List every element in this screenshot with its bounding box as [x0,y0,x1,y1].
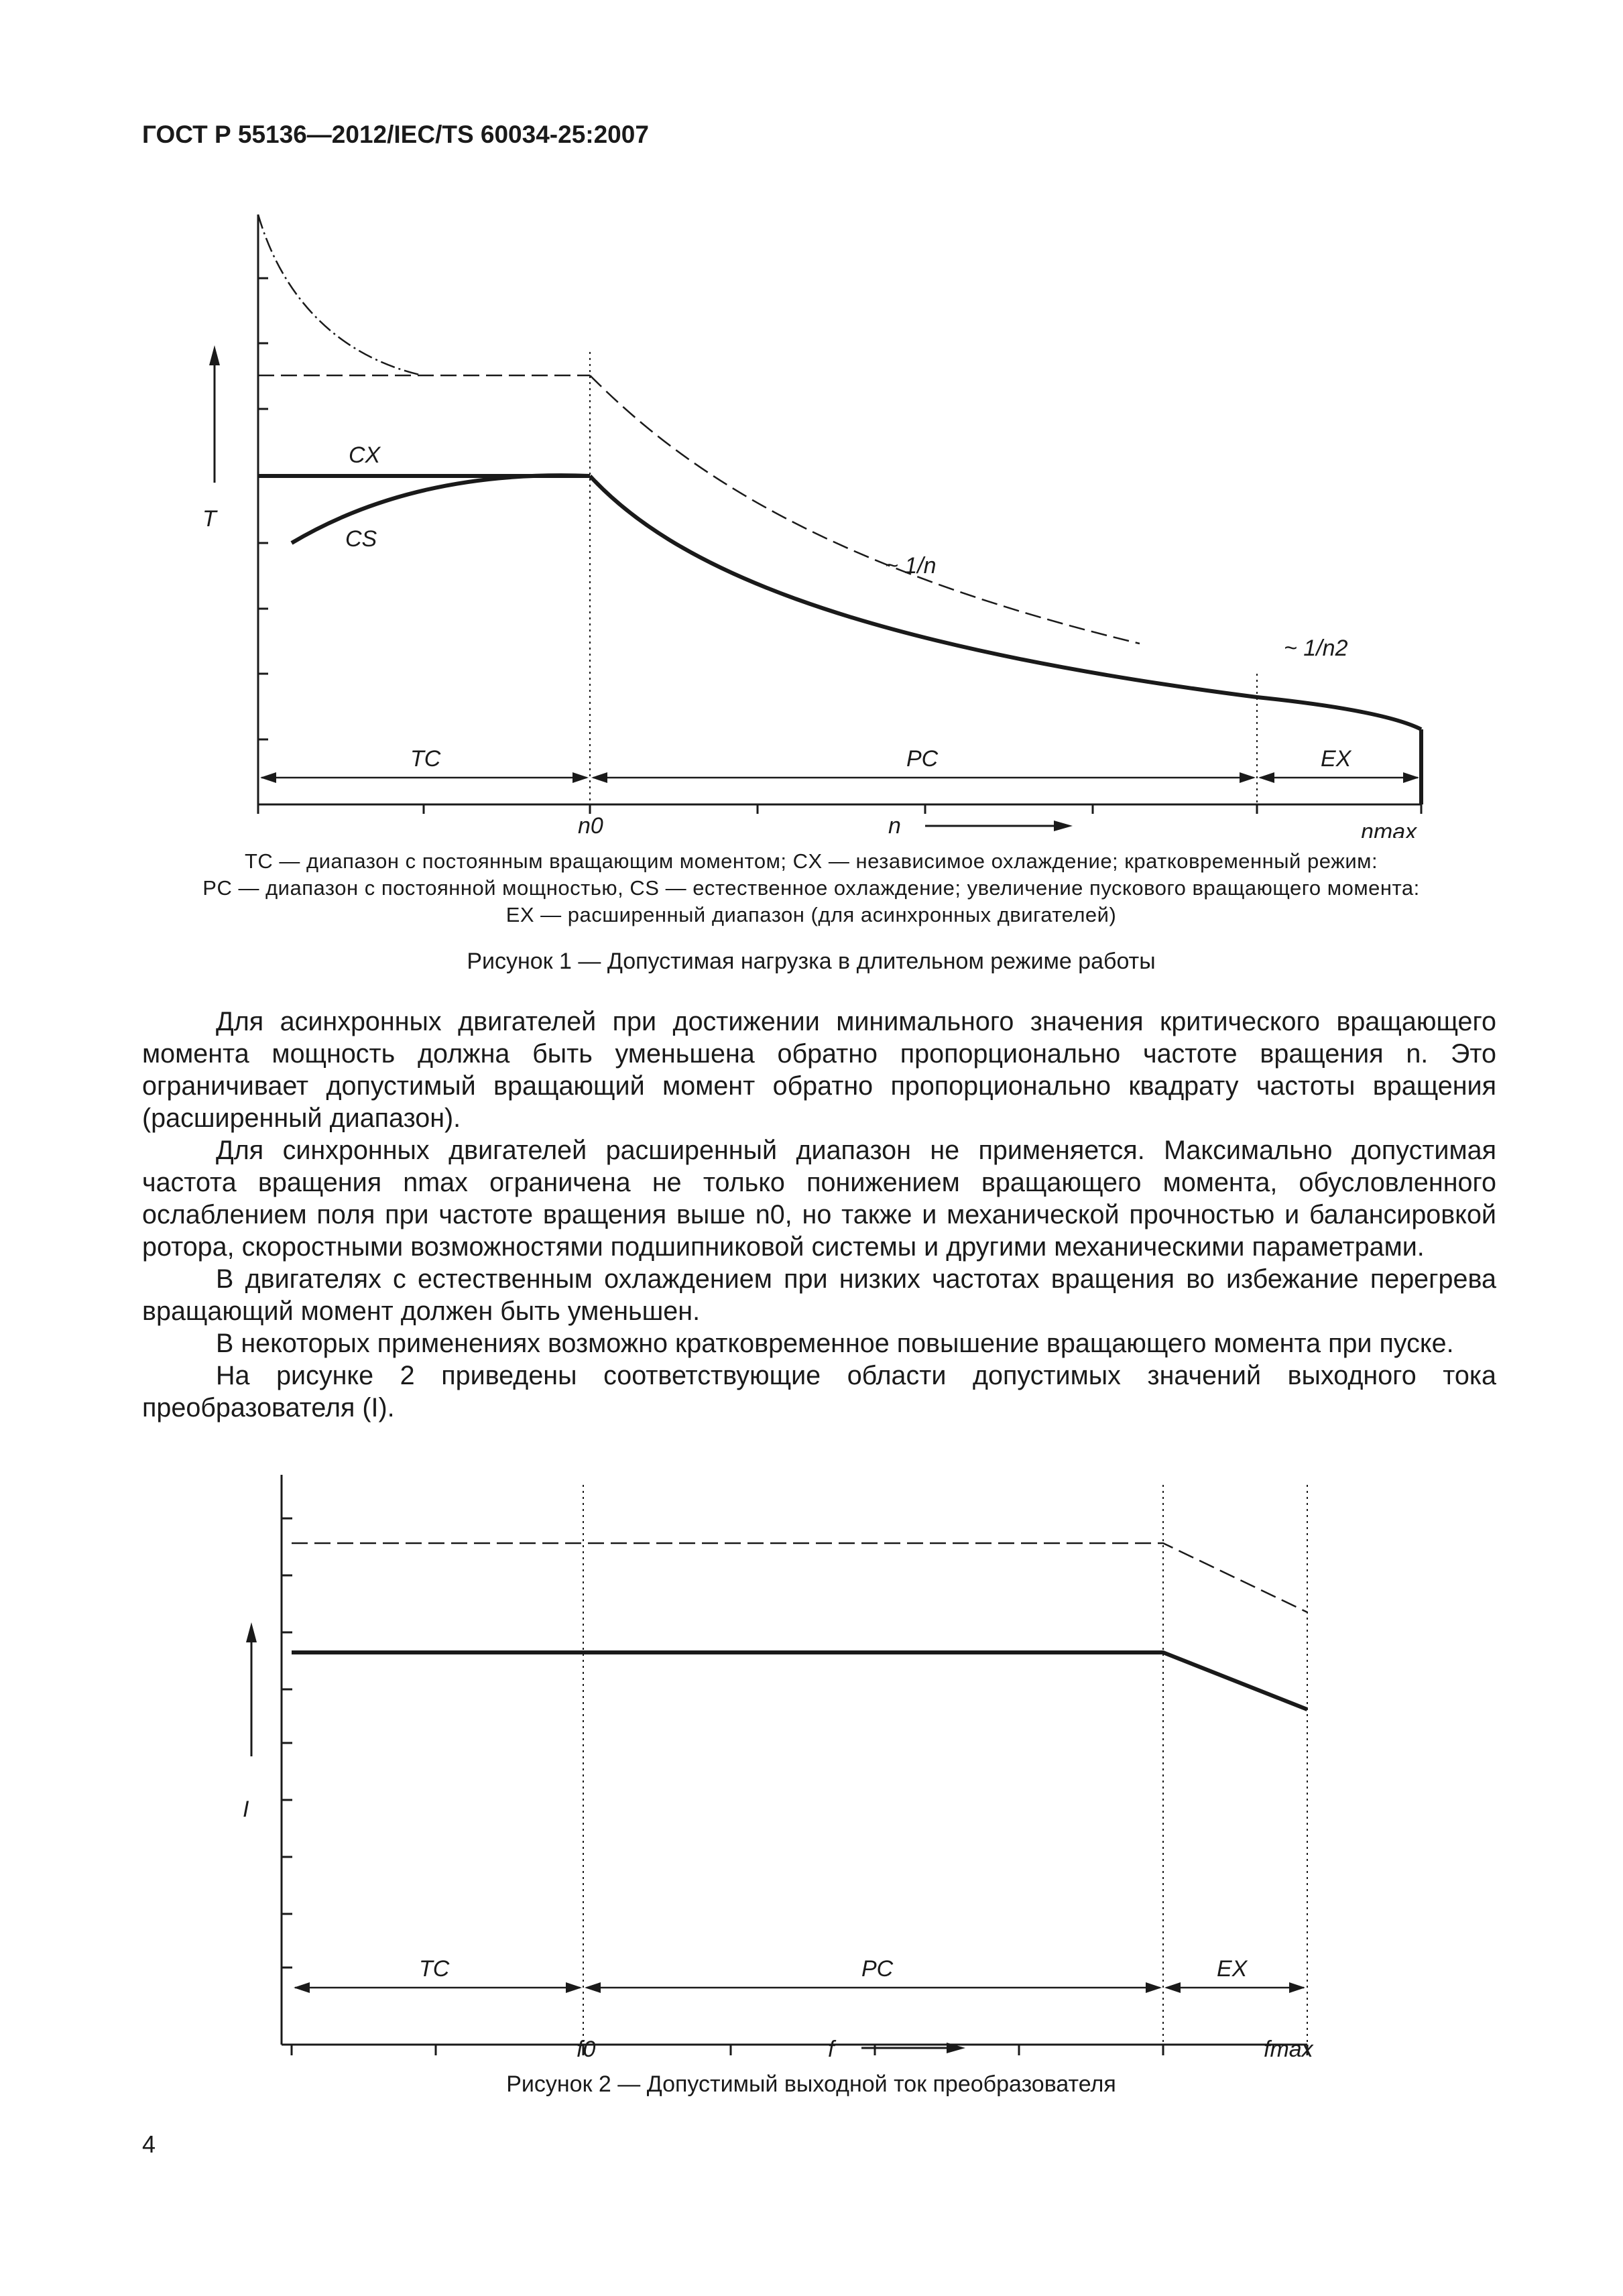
fig1-cx-label: CX [349,442,381,468]
figure-2-plot [0,1461,1623,2078]
fig1-inv-n-label: ~ 1/n [885,553,937,579]
fig2-tc-label: TC [419,1956,450,1982]
fig1-ex-label: EX [1321,746,1351,772]
fig1-nmax-label: nmax [1361,819,1417,838]
legend-line: EX — расширенный диапазон (для асинхронных двигателей) [505,903,1117,926]
fig1-x-ticks [258,804,1421,814]
fig1-x-label: n [888,813,901,838]
figure-2 [0,1461,1623,2081]
figure-1-legend [134,848,1488,928]
fig1-cs-label: CS [345,526,377,552]
fig1-y-ticks [258,278,268,739]
fig1-cs-curve [292,475,590,543]
fig2-pc-label: PC [861,1956,894,1982]
figure-1-caption: Рисунок 1 — Допустимая нагрузка в длительном режиме работы [467,949,1156,974]
fig1-tc-label: TC [410,746,441,772]
document-header: ГОСТ Р 55136—2012/IEC/TS 60034-25:2007 [142,121,649,148]
paragraph: В некоторых применениях возможно кратковременное повышение вращающего момента при пуске. [216,1329,1454,1358]
fig2-y-ticks [282,1518,292,1968]
fig1-n0-label: n0 [578,813,603,838]
legend-line: PC — диапазон с постоянной мощностью, CS — естественное охлаждение; увеличение пускового вращающего момента: [202,876,1420,900]
fig2-ex-label: EX [1217,1956,1248,1982]
fig1-power-curve [590,476,1421,729]
figure-1 [0,194,1623,841]
fig1-inv-n2-label: ~ 1/n2 [1284,636,1348,661]
paragraph: На рисунке 2 приведены соответствующие области допустимых значений выходного тока преобразователя (I). [142,1361,1496,1423]
fig1-inv-n-curve [590,375,1140,644]
figure-2-caption: Рисунок 2 — Допустимый выходной ток преобразователя [506,2071,1116,2097]
paragraph: В двигателях с естественным охлаждением при низких частотах вращения во избежание перегрева вращающий момент должен быть уменьшен. [142,1264,1496,1326]
page-number: 4 [142,2130,156,2158]
fig2-x-label: f [828,2037,835,2062]
paragraph: Для асинхронных двигателей при достижении минимального значения критического вращающего момента мощность должна быть уменьшена обратно пропорционально частоте вращения n. Это ограничивает допустимый вращающий момент обратно пропорционально квадрату частоты вращения (расширенный диапазон). [142,1007,1496,1133]
fig1-y-label: T [202,506,217,532]
fig1-pc-label: PC [906,746,939,772]
fig2-x-ticks [292,2045,1307,2055]
fig2-f0-label: f0 [577,2037,596,2062]
fig2-fmax-label: fmax [1264,2037,1313,2062]
fig2-current-line [292,1652,1307,1709]
body-text [142,1006,1496,1424]
fig1-startup-curve [258,215,422,375]
paragraph: Для синхронных двигателей расширенный диапазон не применяется. Максимально допустимая частота вращения nmax ограничена не только понижением вращающего момента, обусловленного ослаблением поля при частоте вращения выше n0, но также и механической прочностью и балансировкой ротора, скоростными возможностями подшипниковой системы и другими механическими параметрами. [142,1136,1496,1262]
legend-line: TC — диапазон с постоянным вращающим моментом; CX — независимое охлаждение; кратковременный режим: [244,849,1378,873]
fig2-y-label: I [243,1797,249,1822]
figure-1-plot [0,194,1623,838]
fig2-dashed-limit [292,1543,1307,1612]
